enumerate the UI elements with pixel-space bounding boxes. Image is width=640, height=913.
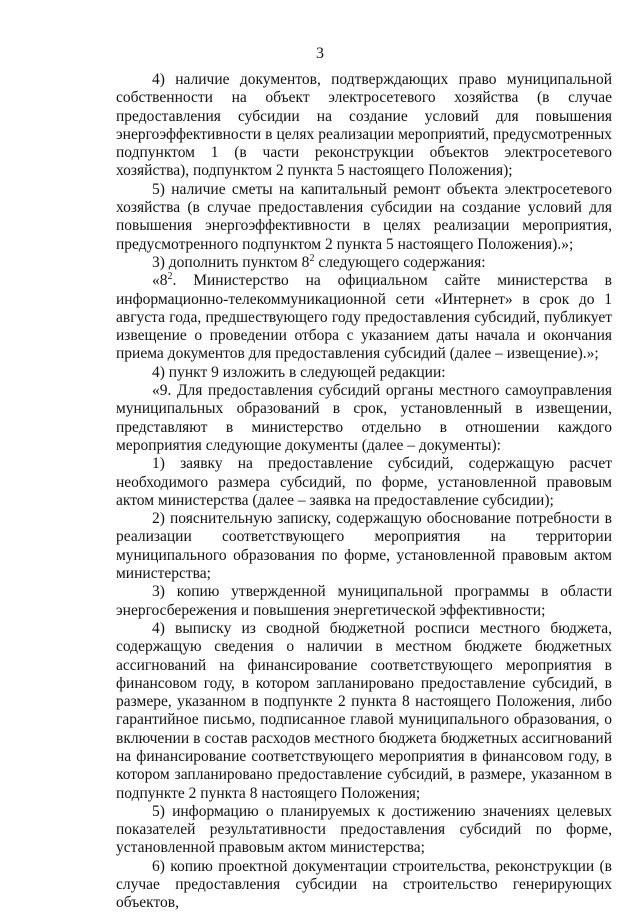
page-number: 3 xyxy=(316,45,324,62)
document-body xyxy=(116,71,612,913)
paragraph-point-9: «9. Для предоставления субсидий органы местного самоуправления муниципальных образований в срок, установленный в извещении, представляют в министерство отдельно в отношении каждого мероприятия следующие документы (далее – документы): xyxy=(116,382,612,454)
paragraph-item-5-estimate: 5) наличие сметы на капитальный ремонт объекта электросетевого хозяйства (в случае предоставления субсидии на создание условий для повышения энергоэффективности в целях реализации мероприятия, предусмотренного подпунктом 2 пункта 5 настоящего Положения).»; xyxy=(116,180,612,253)
paragraph-point-8-2 xyxy=(116,272,612,363)
paragraph-text-before: «8 xyxy=(152,272,168,290)
paragraph-text-after: следующего содержания: xyxy=(314,253,486,271)
paragraph-doc-2-explanatory-note: 2) пояснительную записку, содержащую обоснование потребности в реализации соответствующего мероприятия на территории муниципального образования по форме, установленной правовым актом министерства; xyxy=(116,510,612,583)
paragraph-amend-4-point-9: 4) пункт 9 изложить в следующей редакции: xyxy=(152,363,446,381)
paragraph-amend-3-add-point-8-2 xyxy=(116,254,612,272)
paragraph-doc-1-application: 1) заявку на предоставление субсидий, содержащую расчет необходимого размера субсидий, по форме, установленной правовым актом министерства (далее – заявка на предоставление субсидии); xyxy=(116,455,612,509)
superscript-index: 2 xyxy=(309,252,315,264)
paragraph-text-after: . Министерство на официальном сайте министерства в информационно-телекоммуникационной сети «Интернет» в срок до 1 августа года, предшествующего году предоставления субсидий, публикует извещение о проведении отбора с указанием даты начала и окончания приема документов для предоставления субсидий (далее – извещение).»; xyxy=(116,272,612,363)
paragraph-doc-4-budget-extract: 4) выписку из сводной бюджетной росписи местного бюджета, содержащую сведения о наличии в местном бюджете бюджетных ассигнований на финансирование соответствующего мероприятия в финансовом году, в котором запланировано предоставление субсидий, в размере, указанном в подпункте 2 пункта 8 настоящего Положения, либо гарантийное письмо, подписанное главой муниципального образования, о включении в состав расходов местного бюджета бюджетных ассигнований на финансирование соответствующего мероприятия в финансовом году, в котором запланировано предоставление субсидий, в размере, указанном в подпункте 2 пункта 8 настоящего Положения; xyxy=(116,619,612,802)
paragraph-item-4-documents: 4) наличие документов, подтверждающих право муниципальной собственности на объект электросетевого хозяйства (в случае предоставления субсидии на создание условий для повышения энергоэффективности в целях реализации мероприятий, предусмотренных подпунктом 1 (в части реконструкции объектов электросетевого хозяйства), подпунктом 2 пункта 5 настоящего Положения); xyxy=(116,71,612,180)
paragraph-doc-5-indicators: 5) информацию о планируемых к достижению значениях целевых показателей результативности предоставления субсидий по форме, установленной правовым актом министерства; xyxy=(116,802,612,857)
paragraph-text-before: 3) дополнить пунктом 8 xyxy=(152,253,310,271)
paragraph-doc-3-program-copy: 3) копию утвержденной муниципальной программы в области энергосбережения и повышения энергетической эффективности; xyxy=(116,583,612,619)
superscript-index: 2 xyxy=(167,271,173,283)
paragraph-doc-6-project-documentation: 6) копию проектной документации строительства, реконструкции (в случае предоставления субсидии на строительство генерирующих объектов, xyxy=(116,857,612,912)
